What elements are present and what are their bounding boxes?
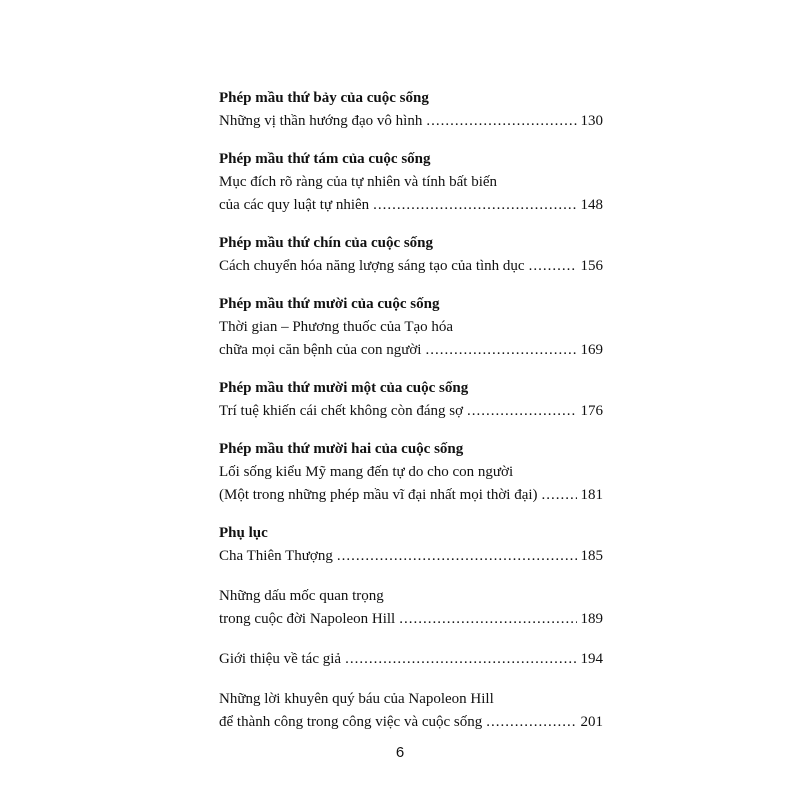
entry-title: Cách chuyển hóa năng lượng sáng tạo của tình dục <box>219 258 525 274</box>
entry-title: chữa mọi căn bệnh của con người <box>219 342 422 358</box>
section-heading: Phép mầu thứ mười hai của cuộc sống <box>219 441 464 457</box>
dot-leader <box>467 400 577 423</box>
entry-title: Trí tuệ khiến cái chết không còn đáng sợ <box>219 403 463 419</box>
toc-section <box>219 86 603 133</box>
toc-section <box>219 147 603 217</box>
dot-leader <box>399 608 576 631</box>
toc-entry[interactable] <box>219 484 603 507</box>
page-ref: 176 <box>580 403 603 419</box>
page-ref: 156 <box>580 258 603 274</box>
entry-title-line: Những lời khuyên quý báu của Napoleon Hill <box>219 691 494 707</box>
entry-title: Giới thiệu về tác giả <box>219 651 342 667</box>
dot-leader <box>486 711 576 734</box>
toc-entry[interactable] <box>219 648 603 671</box>
dot-leader <box>345 648 576 671</box>
dot-leader <box>542 484 577 507</box>
page-ref: 194 <box>580 651 603 667</box>
page-ref: 181 <box>580 487 603 503</box>
toc-section <box>219 437 603 507</box>
page-ref: 201 <box>580 714 603 730</box>
toc-entry[interactable] <box>219 110 603 133</box>
entry-title: Những vị thần hướng đạo vô hình <box>219 113 423 129</box>
dot-leader <box>529 255 577 278</box>
section-heading: Phép mầu thứ chín của cuộc sống <box>219 235 434 251</box>
toc-entry[interactable] <box>219 608 603 631</box>
toc-section <box>219 292 603 362</box>
toc-entry[interactable] <box>219 339 603 362</box>
entry-title: Cha Thiên Thượng <box>219 548 333 564</box>
toc-entry[interactable] <box>219 255 603 278</box>
page-number: 6 <box>395 744 405 761</box>
toc-section <box>219 231 603 278</box>
dot-leader <box>426 110 576 133</box>
toc-entry[interactable] <box>219 545 603 568</box>
section-heading: Phép mầu thứ tám của cuộc sống <box>219 151 431 167</box>
entry-title-line: Những dấu mốc quan trọng <box>219 588 384 604</box>
entry-title-line: Mục đích rõ ràng của tự nhiên và tính bất biến <box>219 174 498 190</box>
section-heading: Phép mầu thứ mười một của cuộc sống <box>219 380 469 396</box>
entry-title: (Một trong những phép mầu vĩ đại nhất mọi thời đại) <box>219 487 538 503</box>
table-of-contents <box>219 86 603 751</box>
entry-title-line: Lối sống kiểu Mỹ mang đến tự do cho con người <box>219 464 514 480</box>
toc-entry[interactable] <box>219 711 603 734</box>
dot-leader <box>425 339 576 362</box>
page-ref: 185 <box>580 548 603 564</box>
entry-title-line: Thời gian – Phương thuốc của Tạo hóa <box>219 319 454 335</box>
toc-section <box>219 648 603 671</box>
section-heading: Phụ lục <box>219 525 268 541</box>
toc-entry[interactable] <box>219 194 603 217</box>
page-ref: 130 <box>580 113 603 129</box>
toc-section <box>219 585 603 631</box>
page-ref: 148 <box>580 197 603 213</box>
toc-section-appendix <box>219 521 603 568</box>
toc-section <box>219 376 603 423</box>
page-ref: 189 <box>580 611 603 627</box>
entry-title: trong cuộc đời Napoleon Hill <box>219 611 396 627</box>
entry-title: để thành công trong công việc và cuộc sống <box>219 714 483 730</box>
page-ref: 169 <box>580 342 603 358</box>
dot-leader <box>337 545 577 568</box>
entry-title: của các quy luật tự nhiên <box>219 197 370 213</box>
toc-section <box>219 688 603 734</box>
toc-entry[interactable] <box>219 400 603 423</box>
section-heading: Phép mầu thứ mười của cuộc sống <box>219 296 440 312</box>
section-heading: Phép mầu thứ bảy của cuộc sống <box>219 90 429 106</box>
dot-leader <box>373 194 576 217</box>
